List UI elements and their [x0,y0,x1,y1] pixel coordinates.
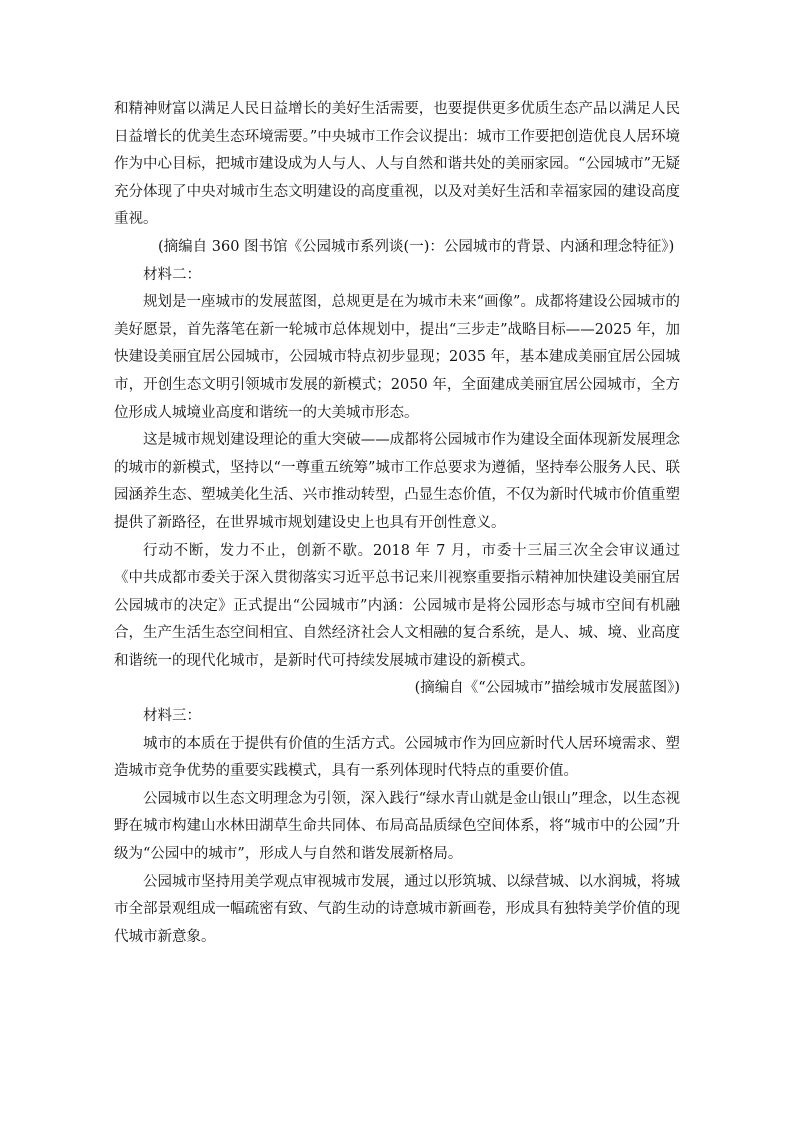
material-three-paragraph-2: 公园城市以生态文明理念为引领，深入践行“绿水青山就是金山银山”理念，以生态视野在城市构建山水林田湖草生命共同体、布局高品质绿色空间体系，将“城市中的公园”升级为“公园中的城市”，形成人与自然和谐发展新格局。 [114,790,680,863]
material-two-paragraph-1: 规划是一座城市的发展蓝图，总规更是在为城市未来“画像”。成都将建设公园城市的美好愿景，首先落笔在新一轮城市总体规划中，提出“三步走”战略目标——2025 年，加快建设美丽宜居公园城市，公园城市特点初步显现；2035 年，基本建成美丽宜居公园城市，开创生态文明引领城市发展的新模式；2050 年，全面建成美丽宜居公园城市，全方位形成人城境业高度和谐统一的大美城市形态。 [114,294,680,421]
material-three-paragraph-1: 城市的本质在于提供有价值的生活方式。公园城市作为回应新时代人居环境需求、塑造城市竞争优势的重要实践模式，具有一系列体现时代特点的重要价值。 [114,735,680,780]
material-two-paragraph-2: 这是城市规划建设理论的重大突破——成都将公园城市作为建设全面体现新发展理念的城市的新模式，坚持以“一尊重五统筹”城市工作总要求为遵循，坚持奉公服务人民、联园涵养生态、塑城美化生活、兴市推动转型，凸显生态价值，不仅为新时代城市价值重塑提供了新路径，在世界城市规划建设史上也具有开创性意义。 [114,432,680,531]
intro-paragraph: 和精神财富以满足人民日益增长的美好生活需要，也要提供更多优质生态产品以满足人民日益增长的优美生态环境需要。”中央城市工作会议提出：城市工作要把创造优良人居环境作为中心目标，把城市建设成为人与人、人与自然和谐共处的美丽家园。“公园城市”无疑充分体现了中央对城市生态文明建设的高度重视，以及对美好生活和幸福家园的建设高度重视。 [114,101,680,228]
document-page [114,96,680,951]
material-three-paragraph-3: 公园城市坚持用美学观点审视城市发展，通过以形筑城、以绿营城、以水润城，将城市全部景观组成一幅疏密有致、气韵生动的诗意城市新画卷，形成具有独特美学价值的现代城市新意象。 [114,873,680,945]
material-two-source-citation: (摘编自《“公园城市”描绘城市发展蓝图》) [414,680,680,697]
material-two-paragraph-3: 行动不断，发力不止，创新不歇。2018 年 7 月，市委十三届三次全会审议通过《中共成都市委关于深入贯彻落实习近平总书记来川视察重要指示精神加快建设美丽宜居公园城市的决定》正式提出“公园城市”内涵：公园城市是将公园形态与城市空间有机融合，生产生活生态空间相宜、自然经济社会人文相融的复合系统，是人、城、境、业高度和谐统一的现代化城市，是新时代可持续发展城市建设的新模式。 [114,542,680,669]
material-two-heading: 材料二： [143,266,201,283]
material-three-heading: 材料三： [143,708,201,725]
intro-source-citation: (摘编自 360 图书馆《公园城市系列谈(一)：公园城市的背景、内涵和理念特征》) [158,238,675,255]
